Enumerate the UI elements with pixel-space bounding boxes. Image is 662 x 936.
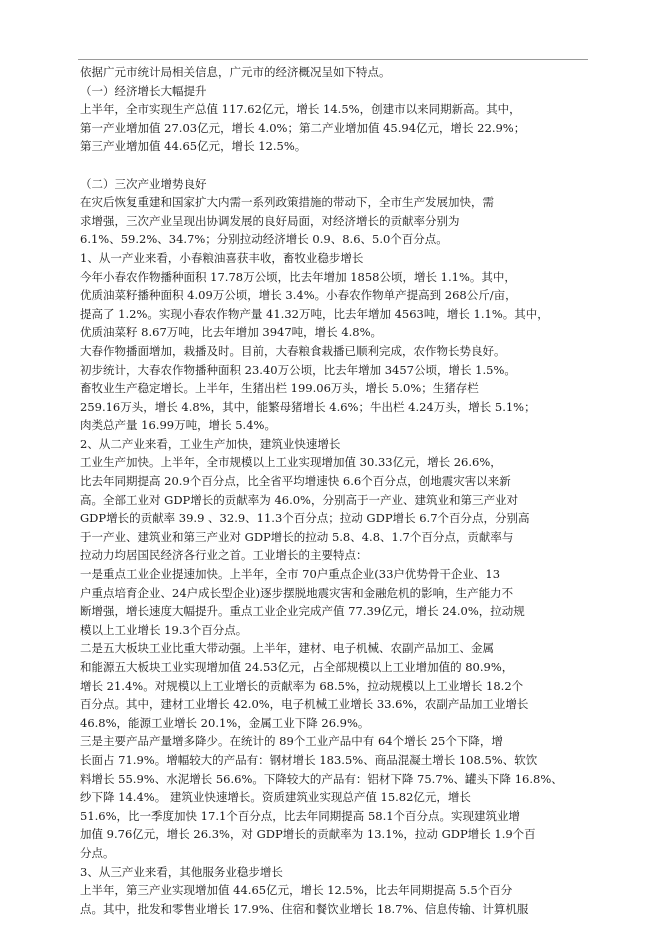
text-line: 三是主要产品产量增多降少。在统计的 89个工业产品中有 64个增长 25个下降，增	[80, 734, 503, 749]
text-line: 259.16万头，增长 4.8%，其中，能繁母猪增长 4.6%；牛出栏 4.24万头，增长 5.1%；	[80, 399, 536, 414]
text-line: 和能源五大板块工业实现增加值 24.53亿元，占全部规模以上工业增加值的 80.9%，	[80, 660, 514, 674]
text-line: 料增长 55.9%、水泥增长 56.6%。下降较大的产品有：铝材下降 75.7%、罐头下降 16.8%、	[80, 771, 563, 786]
text-line: 46.8%，能源工业增长 20.1%，金属工业下降 26.9%。	[80, 715, 370, 730]
text-line: 2、从二产业来看，工业生产加快，建筑业快速增长	[80, 436, 341, 451]
text-line: 大春作物播面增加，栽播及时。目前，大春粮食栽播已顺利完成，农作物长势良好。	[80, 343, 506, 358]
text-line: 百分点。其中，建材工业增长 42.0%，电子机械工业增长 33.6%，农副产品加工业增长	[80, 697, 529, 712]
text-line: 第一产业增加值 27.03亿元，增长 4.0%；第二产业增加值 45.94亿元，增长 22.9%；	[80, 120, 526, 135]
text-line: 分点。	[80, 845, 115, 860]
text-line: 在灾后恢复重建和国家扩大内需一系列政策措施的带动下，全市生产发展加快，需	[80, 195, 494, 210]
text-line: 高。全部工业对 GDP增长的贡献率为 46.0%，分别高于一产业、建筑业和第三产业对	[80, 492, 518, 507]
text-line: 优质油菜籽播种面积 4.09万公顷，增长 3.4%。小春农作物单产提高到 268公斤/亩，	[80, 288, 517, 303]
text-line: 模以上工业增长 19.3个百分点。	[80, 622, 248, 637]
text-line: 肉类总产量 16.99万吨，增长 5.4%。	[80, 418, 276, 433]
text-line: 依据广元市统计局相关信息，广元市的经济概况呈如下特点。	[80, 65, 391, 79]
text-line: 工业生产加快。上半年，全市规模以上工业实现增加值 30.33亿元，增长 26.6%，	[80, 455, 502, 470]
text-line: 第三产业增加值 44.65亿元，增长 12.5%。	[80, 139, 307, 154]
text-line: 比去年同期提高 20.9个百分点，比全省平均增速快 6.6个百分点，创地震灾害以来新	[80, 474, 511, 489]
text-line: 初步统计，大春农作物播种面积 23.40万公顷，比去年增加 3457公顷，增长 1.5%。	[80, 362, 516, 377]
text-line: 求增强，三次产业呈现出协调发展的良好局面，对经济增长的贡献率分别为	[80, 213, 460, 228]
text-line: 点。其中，批发和零售业增长 17.9%、住宿和餐饮业增长 18.7%、信息传输、计算机服	[80, 901, 529, 916]
text-line: 6.1%、59.2%、34.7%；分别拉动经济增长 0.9、8.6、5.0个百分点。	[80, 232, 448, 247]
text-line: 于一产业、建筑业和第三产业对 GDP增长的拉动 5.8、4.8、1.7个百分点，贡献率与	[80, 529, 514, 544]
text-line: 上半年，第三产业实现增加值 44.65亿元，增长 12.5%，比去年同期提高 5.5个百分	[80, 883, 513, 898]
document-body	[80, 63, 585, 918]
paragraph-gap	[80, 156, 585, 175]
text-line: 上半年，全市实现生产总值 117.62亿元，增长 14.5%，创建市以来同期新高。其中，	[80, 102, 521, 117]
text-line: 加值 9.76亿元，增长 26.3%，对 GDP增长的贡献率为 13.1%，拉动 GDP增长 1.9个百	[80, 827, 536, 842]
text-line: 增长 21.4%。对规模以上工业增长的贡献率为 68.5%，拉动规模以上工业增长 18.2个	[80, 678, 524, 693]
text-line: 畜牧业生产稳定增长。上半年，生猪出栏 199.06万头，增长 5.0%；生猪存栏	[80, 381, 479, 396]
text-line: GDP增长的贡献率 39.9 、32.9、11.3个百分点；拉动 GDP增长 6.7个百分点，分别高	[80, 511, 530, 526]
text-line: 51.6%，比一季度加快 17.1个百分点，比去年同期提高 58.1个百分点。实现建筑业增	[80, 808, 521, 823]
text-line: 拉动力均居国民经济各行业之首。工业增长的主要特点：	[80, 548, 368, 563]
text-line: 二是五大板块工业比重大带动强。上半年，建材、电子机械、农副产品加工、金属	[80, 641, 494, 656]
text-line: （二）三次产业增势良好	[80, 176, 207, 191]
text-line: 1、从一产业来看，小春粮油喜获丰收，畜牧业稳步增长	[80, 250, 364, 265]
text-line: 今年小春农作物播种面积 17.78万公顷，比去年增加 1858公顷，增长 1.1%。其中，	[80, 269, 516, 284]
text-line: 提高了 1.2%。实现小春农作物产量 41.32万吨，比去年增加 4563吨，增长 1.1%。其中，	[80, 306, 549, 321]
text-line: 断增强，增长速度大幅提升。重点工业企业完成产值 77.39亿元，增长 24.0%，拉动规	[80, 604, 525, 619]
text-line: 长面占 71.9%。增幅较大的产品有：钢材增长 183.5%、商品混凝土增长 108.5%、软饮	[80, 752, 538, 767]
text-line: 3、从三产业来看，其他服务业稳步增长	[80, 864, 283, 879]
header-rule	[78, 59, 588, 60]
text-line: 纱下降 14.4%。 建筑业快速增长。资质建筑业实现总产值 15.82亿元，增长	[80, 790, 471, 805]
text-line: 一是重点工业企业提速加快。上半年，全市 70户重点企业(33户优势骨干企业、13	[80, 567, 501, 582]
text-line: 户重点培育企业、24户成长型企业)逐步摆脱地震灾害和金融危机的影响，生产能力不	[80, 585, 514, 600]
text-line: （一）经济增长大幅提升	[80, 83, 207, 98]
text-line: 优质油菜籽 8.67万吨，比去年增加 3947吨，增长 4.8%。	[80, 325, 383, 340]
